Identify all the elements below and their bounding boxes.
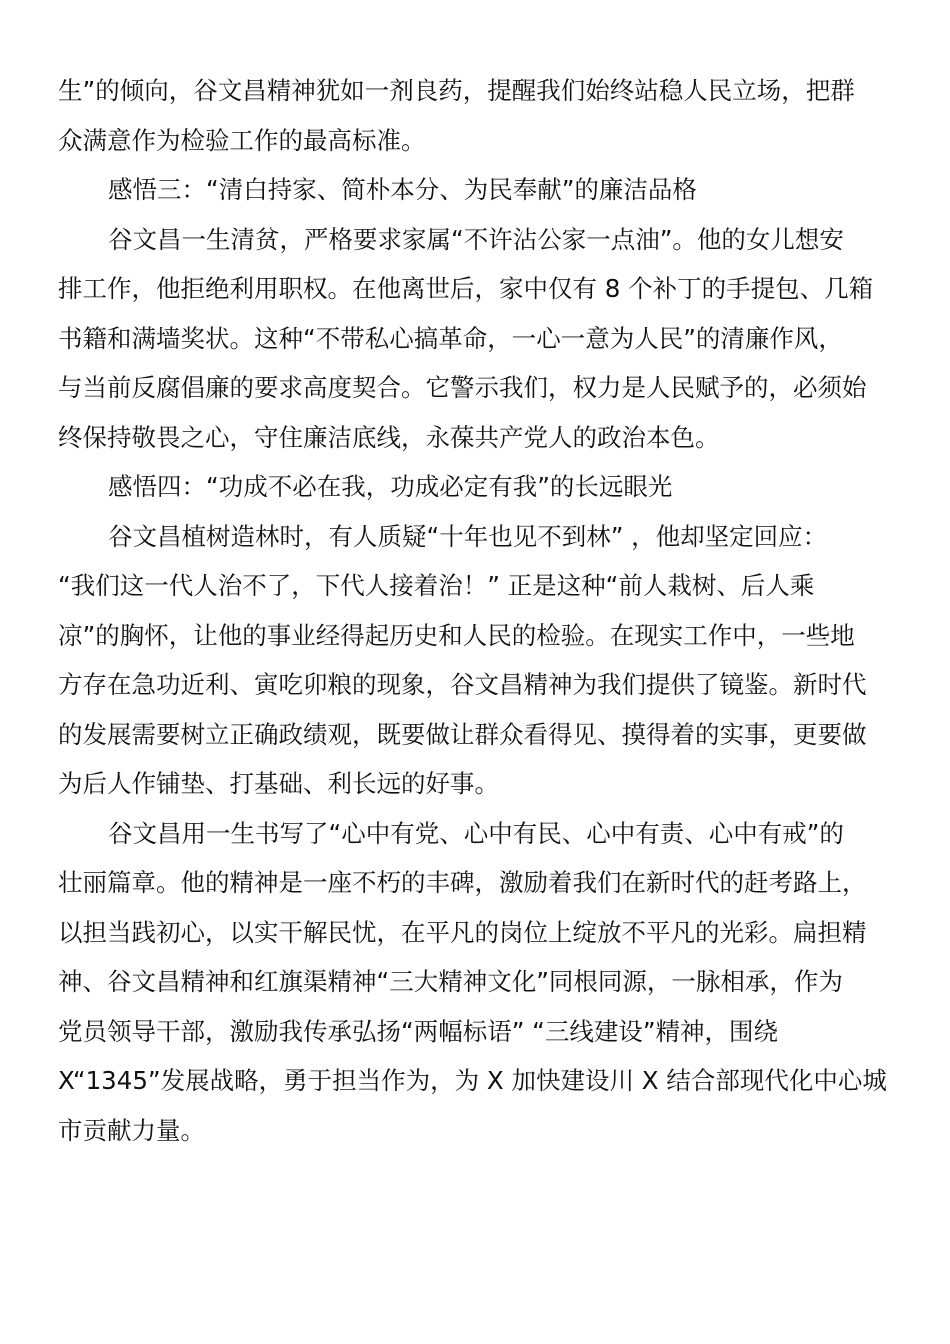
text-line: 排工作，他拒绝利用职权。在他离世后，家中仅有 8 个补丁的手提包、几箱 (58, 274, 874, 303)
text-line: 党员领导干部，激励我传承弘扬“两幅标语” “三线建设”精神，围绕 (58, 1016, 779, 1046)
text-line: 壮丽篇章。他的精神是一座不朽的丰碑，激励着我们在新时代的赶考路上， (58, 868, 867, 897)
text-line: 终保持敬畏之心，守住廉洁底线，永葆共产党人的政治本色。 (58, 422, 720, 452)
text-line: 方存在急功近利、寅吃卯粮的现象，谷文昌精神为我们提供了镜鉴。新时代 (58, 670, 867, 699)
text-line: 凉”的胸怀，让他的事业经得起历史和人民的检验。在现实工作中，一些地 (58, 620, 855, 650)
text-line: 的发展需要树立正确政绩观，既要做让群众看得见、摸得着的实事，更要做 (58, 719, 867, 749)
text-line: 与当前反腐倡廉的要求高度契合。它警示我们，权力是人民赋予的，必须始 (58, 373, 867, 402)
text-line: 神、谷文昌精神和红旗渠精神“三大精神文化”同根同源，一脉相承，作为 (58, 967, 843, 996)
text-line: 书籍和满墙奖状。这种“不带私心搞革命，一心一意为人民”的清廉作风， (58, 323, 843, 353)
text-line: 众满意作为检验工作的最高标准。 (58, 125, 426, 155)
text-line: X“1345”发展战略，勇于担当作为，为 X 加快建设川 X 结合部现代化中心城 (58, 1066, 887, 1095)
section-heading-4: 感悟四：“功成不必在我，功成必定有我”的长远眼光 (108, 472, 673, 501)
text-line: 市贡献力量。 (58, 1115, 205, 1145)
text-line: 谷文昌植树造林时，有人质疑“十年也见不到林” ，他却坚定回应： (108, 521, 828, 551)
document-body (58, 66, 888, 1155)
text-line: 生”的倾向，谷文昌精神犹如一剂良药，提醒我们始终站稳人民立场，把群 (58, 76, 855, 105)
text-line: 以担当践初心，以实干解民忧，在平凡的岗位上绽放不平凡的光彩。扁担精 (58, 917, 867, 947)
text-line: 为后人作铺垫、打基础、利长远的好事。 (58, 769, 499, 798)
text-line: 谷文昌用一生书写了“心中有党、心中有民、心中有责、心中有戒”的 (108, 818, 844, 848)
section-heading-3: 感悟三：“清白持家、简朴本分、为民奉献”的廉洁品格 (108, 175, 697, 204)
text-line: 谷文昌一生清贫，严格要求家属“不许沾公家一点油”。他的女儿想安 (108, 224, 844, 254)
text-line: “我们这一代人治不了，下代人接着治！” 正是这种“前人栽树、后人乘 (58, 571, 815, 600)
